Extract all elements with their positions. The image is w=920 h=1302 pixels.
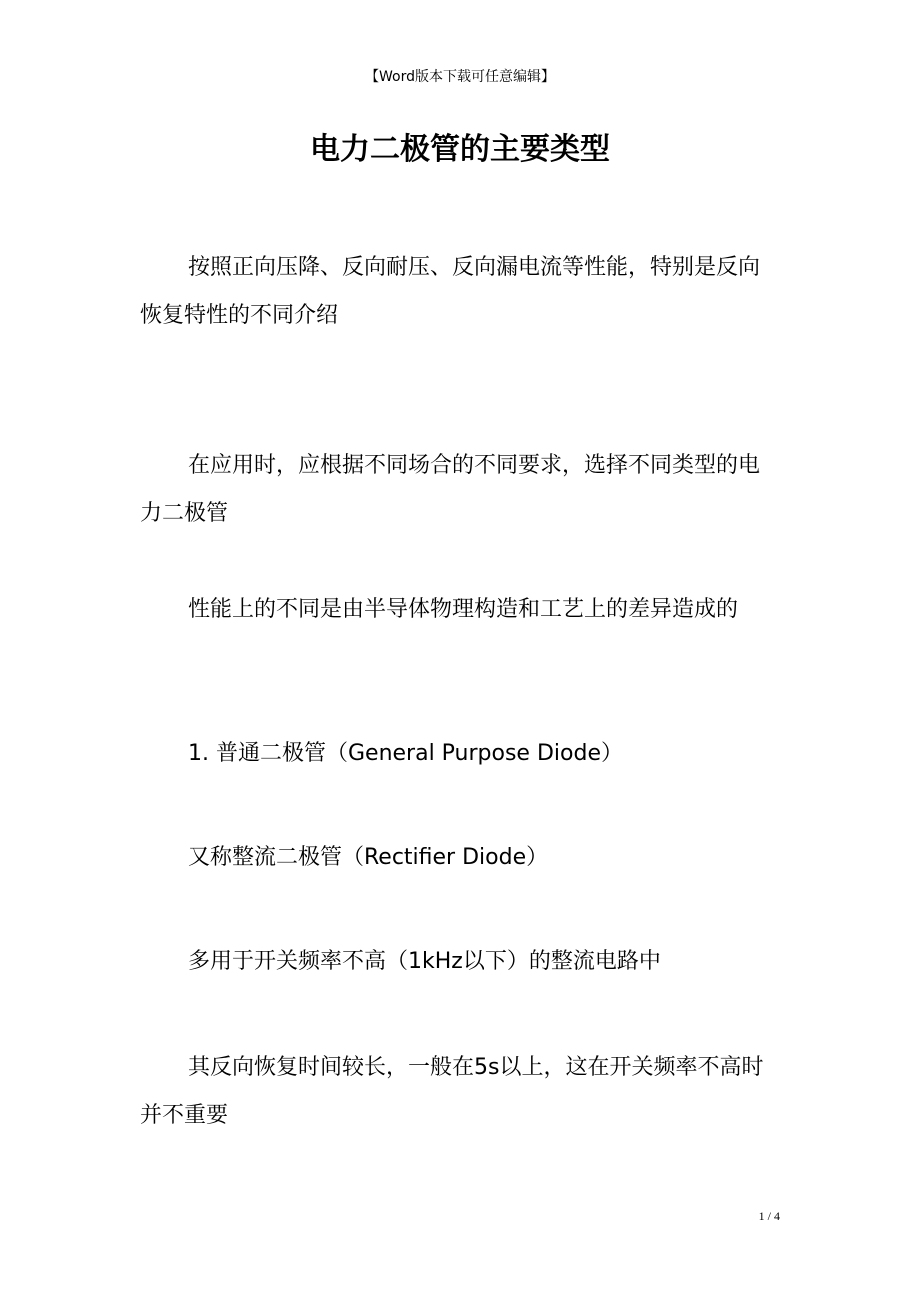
paragraph-2: 在应用时，应根据不同场合的不同要求，选择不同类型的电力二极管	[140, 453, 761, 526]
paragraph-6: 多用于开关频率不高（1kHz以下）的整流电路中	[188, 949, 661, 974]
paragraph-1: 按照正向压降、反向耐压、反向漏电流等性能，特别是反向恢复特性的不同介绍	[140, 255, 761, 328]
paragraph-7: 其反向恢复时间较长，一般在5s以上，这在开关频率不高时并不重要	[140, 1055, 764, 1128]
document-title: 电力二极管的主要类型	[310, 132, 610, 167]
paragraph-3: 性能上的不同是由半导体物理构造和工艺上的差异造成的	[188, 597, 739, 622]
paragraph-5: 又称整流二极管（Rectifier Diode）	[188, 845, 549, 870]
paragraph-4-heading: 1. 普通二极管（General Purpose Diode）	[188, 741, 623, 766]
page-number: 1 / 4	[758, 1209, 780, 1223]
header-note: 【Word版本下载可任意编辑】	[365, 69, 555, 85]
